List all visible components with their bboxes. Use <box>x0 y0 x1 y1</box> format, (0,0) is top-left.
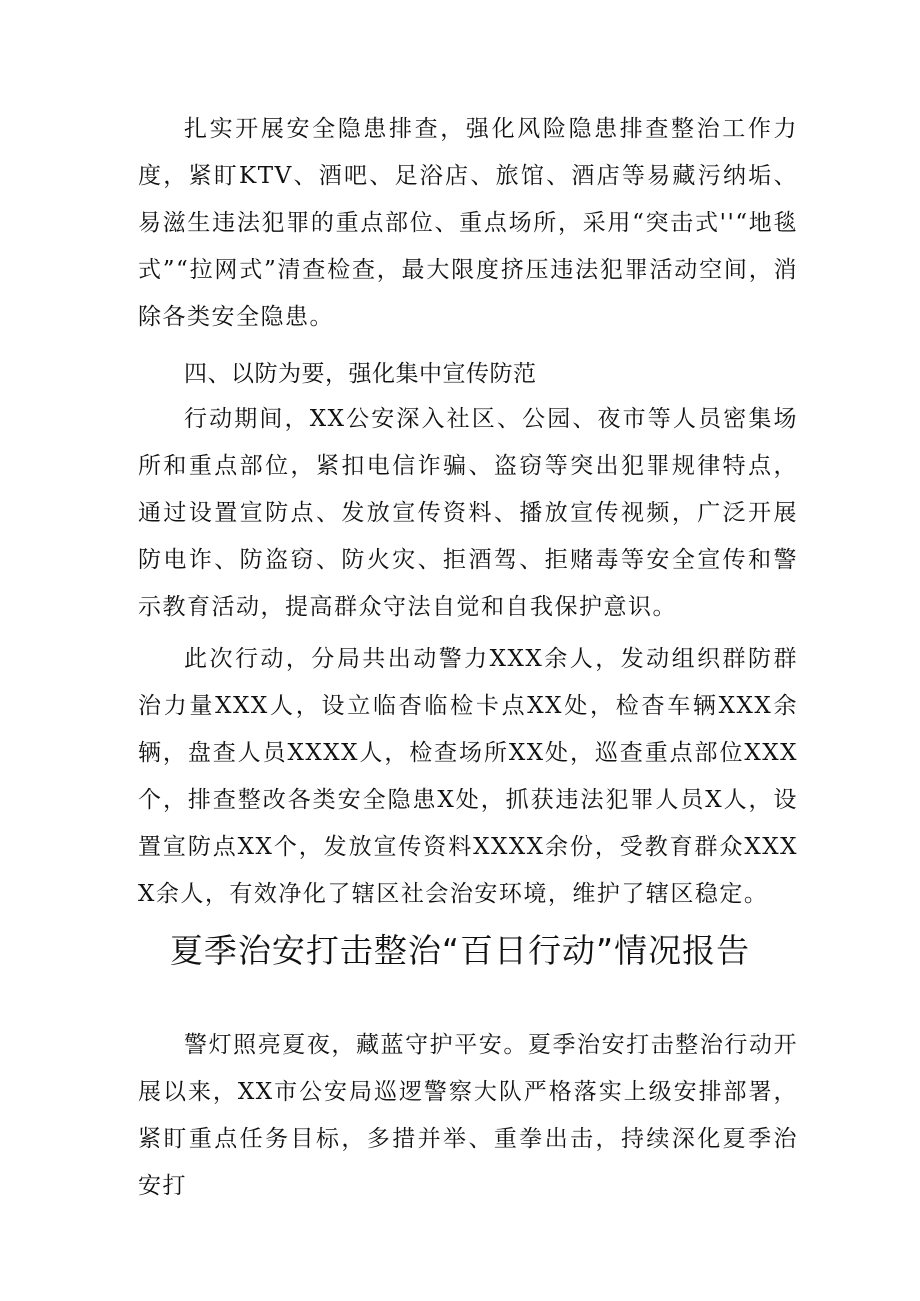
section-heading-prevention-publicity: 四、以防为要，强化集中宣传防范 <box>184 361 537 387</box>
paragraph-safety-hazard-inspection: 扎实开展安全隐患排查，强化风险隐患排查整治工作力度，紧盯KTV、酒吧、足浴店、旅馆、酒店等易藏污纳垢、易滋生违法犯罪的重点部位、重点场所，采用“突击式''“地毯式”“拉网式”清查检查，最大限度挤压违法犯罪活动空间，消除各类安全隐患。 <box>138 116 798 330</box>
paragraph-action-statistics: 此次行动，分局共出动警力XXX余人，发动组织群防群治力量XXX人，设立临杳临检卡点XX处，检杳车辆XXX余辆，盘查人员XXXX人，检查场所XX处，巡查重点部位XXX个，排查整改各类安全隐患X处，抓获违法犯罪人员X人，设置宣防点XX个，发放宣传资料XXXX余份，受教育群众XXXX余人，有效净化了辖区社会治安环境，维护了辖区稳定。 <box>138 646 798 907</box>
paragraph-publicity-activities: 行动期间，XX公安深入社区、公园、夜市等人员密集场所和重点部位，紧扣电信诈骗、盗窃等突出犯罪规律特点，通过设置宣防点、发放宣传资料、播放宣传视频，广泛开展防电诈、防盗窃、防火灾、拒酒驾、拒赌毒等安全宣传和警示教育活动，提高群众守法自觉和自我保护意识。 <box>138 406 798 620</box>
paragraph-report-intro: 警灯照亮夏夜，藏蓝守护平安。夏季治安打击整治行动开展以来，XX市公安局巡逻警察大队严格落实上级安排部署，紧盯重点任务目标，多措并举、重拳出击，持续深化夏季治安打 <box>138 1032 798 1199</box>
report-title: 夏季治安打击整治“百日行动”情况报告 <box>169 931 751 970</box>
